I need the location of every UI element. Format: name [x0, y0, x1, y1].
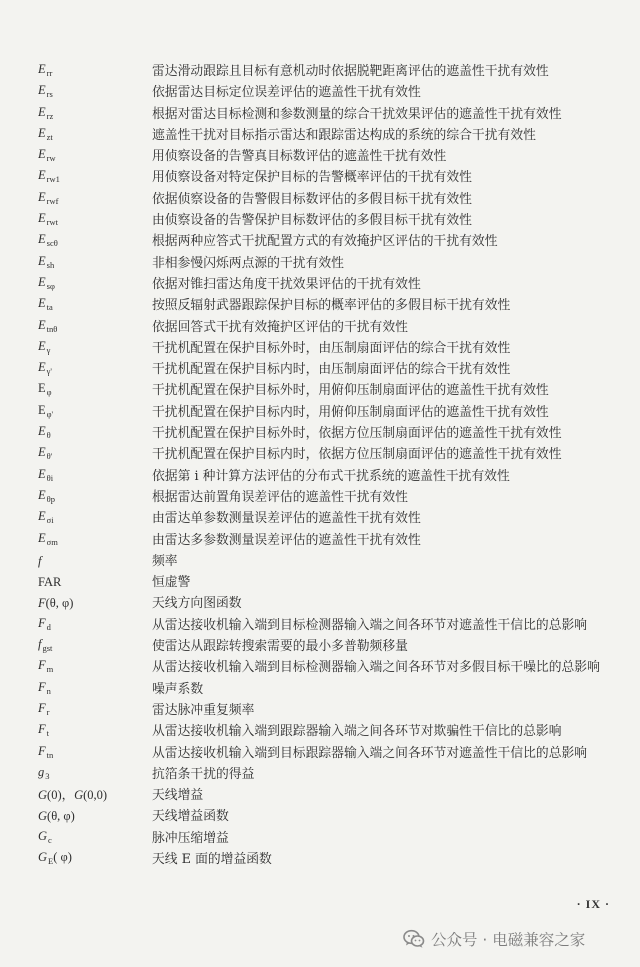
entry-symbol [38, 423, 152, 444]
symbol-entry [38, 189, 624, 210]
entry-description: 遮盖性干扰对目标指示雷达和跟踪雷达构成的系统的综合干扰有效性 [152, 127, 536, 143]
symbol-base: E [38, 466, 46, 481]
symbol-subscript: rw1 [46, 174, 60, 185]
entry-symbol [38, 743, 152, 764]
symbol-entry [38, 444, 624, 465]
symbol-entry [38, 359, 624, 380]
symbol-base: E [38, 211, 46, 226]
symbol-base: F [38, 722, 46, 737]
symbol-entry [38, 61, 624, 82]
symbol-subscript: ta [46, 302, 53, 313]
symbol-subscript: φ' [46, 408, 54, 419]
symbol-base: (θ, φ) [45, 596, 74, 611]
entry-description: 用侦察设备的告警真目标数评估的遮盖性干扰有效性 [152, 149, 447, 165]
symbol-base: E [38, 253, 46, 268]
entry-description: 频率 [152, 553, 178, 569]
entry-symbol [38, 274, 152, 295]
wechat-icon [403, 929, 425, 949]
entry-symbol [38, 657, 152, 678]
symbol-base: g [38, 764, 45, 779]
symbol-entry [38, 104, 624, 125]
symbol-subscript: m [46, 664, 54, 675]
entry-symbol [38, 253, 152, 274]
entry-symbol [38, 125, 152, 146]
symbol-entry [38, 849, 624, 870]
symbol-base: G [38, 788, 48, 803]
symbol-base: E [38, 381, 46, 396]
symbol-entry [38, 551, 624, 572]
symbol-entry [38, 487, 624, 508]
symbol-base: E [38, 274, 46, 289]
symbol-base: F [38, 658, 46, 673]
entry-symbol [38, 636, 152, 657]
entry-description: 干扰机配置在保护目标外时，依据方位压制扇面评估的遮盖性干扰有效性 [152, 426, 562, 442]
symbol-entry [38, 295, 624, 316]
entry-symbol [38, 231, 152, 252]
entry-description: 抗箔条干扰的得益 [152, 766, 255, 782]
entry-symbol [38, 146, 152, 167]
symbol-base: G [38, 809, 48, 824]
entry-symbol [38, 104, 152, 125]
entry-description: 使雷达从跟踪转搜索需要的最小多普勒频移量 [152, 639, 408, 655]
entry-symbol [38, 572, 152, 593]
entry-description: 根据对雷达目标检测和参数测量的综合干扰效果评估的遮盖性干扰有效性 [152, 106, 562, 122]
symbol-subscript: rwf [46, 195, 59, 206]
symbol-entry [38, 146, 624, 167]
symbol-entry [38, 593, 624, 614]
symbol-subscript: rr [46, 68, 53, 78]
entry-symbol [38, 338, 152, 359]
symbol-base: E [38, 232, 46, 247]
symbol-base: E [38, 83, 46, 98]
entry-symbol [38, 700, 152, 721]
entry-description: 依据对锥扫雷达角度干扰效果评估的干扰有效性 [152, 276, 421, 292]
entry-symbol [38, 402, 152, 423]
symbol-subscript: sφ [46, 280, 55, 291]
entry-description: 依据第 i 种计算方法评估的分布式干扰系统的遮盖性干扰有效性 [152, 468, 510, 484]
entry-symbol [38, 167, 152, 188]
entry-description: 噪声系数 [152, 681, 204, 697]
symbol-subscript: 3 [45, 770, 50, 781]
symbol-entry [38, 231, 624, 252]
symbol-entry [38, 274, 624, 295]
symbol-subscript: rw [46, 153, 56, 164]
entry-description: 依据侦察设备的告警假目标数评估的多假目标干扰有效性 [152, 191, 472, 207]
entry-symbol [38, 359, 152, 380]
symbol-base: E [38, 530, 46, 545]
symbol-subscript: gst [42, 643, 53, 654]
entry-description: 依据回答式干扰有效掩护区评估的干扰有效性 [152, 319, 408, 335]
symbol-base: FAR [38, 575, 62, 590]
entry-description: 天线增益函数 [152, 809, 229, 825]
entry-description: 依据雷达目标定位误差评估的遮盖性干扰有效性 [152, 85, 421, 101]
symbol-subscript: c [48, 834, 52, 845]
watermark [403, 928, 585, 950]
symbol-entry [38, 806, 624, 827]
symbol-base: E [38, 424, 46, 439]
symbol-entry [38, 743, 624, 764]
symbol-base: E [38, 189, 46, 204]
entry-description: 雷达滑动跟踪且目标有意机动时依据脱靶距离评估的遮盖性干扰有效性 [152, 64, 549, 79]
symbol-base: F [38, 596, 46, 611]
entry-description: 干扰机配置在保护目标外时，由压制扇面评估的综合干扰有效性 [152, 340, 511, 356]
symbol-subscript: θi [46, 472, 54, 483]
symbol-subscript: n [46, 685, 51, 696]
entry-symbol [38, 317, 152, 338]
symbol-subscript: θp [46, 493, 55, 504]
symbol-subscript: r [46, 706, 50, 717]
entry-description: 从雷达接收机输入端到目标跟踪器输入端之间各环节对遮盖性干信比的总影响 [152, 745, 588, 761]
symbol-subscript: θ' [46, 451, 53, 462]
symbol-entry [38, 317, 624, 338]
symbol-entry [38, 338, 624, 359]
entry-symbol [38, 764, 152, 785]
entry-symbol [38, 444, 152, 465]
symbol-subscript: rz [46, 110, 54, 121]
entry-description: 非相参慢闪烁两点源的干扰有效性 [152, 255, 344, 271]
symbol-base: E [38, 445, 46, 460]
entry-symbol [38, 466, 152, 487]
symbol-base: E [38, 168, 46, 183]
symbol-base: ( φ) [53, 849, 72, 864]
entry-symbol [38, 679, 152, 700]
symbol-entry [38, 615, 624, 636]
entry-symbol [38, 380, 152, 401]
symbol-list [38, 61, 624, 870]
symbol-subscript: φ [46, 387, 52, 398]
symbol-entry [38, 466, 624, 487]
entry-description: 雷达脉冲重复频率 [152, 702, 255, 718]
symbol-base: F [38, 700, 46, 715]
symbol-subscript: d [46, 621, 51, 632]
entry-symbol [38, 785, 152, 806]
symbol-base: G [38, 849, 48, 864]
entry-description: 用侦察设备对特定保护目标的告警概率评估的干扰有效性 [152, 170, 472, 186]
symbol-entry [38, 764, 624, 785]
entry-description: 按照反辐射武器跟踪保护目标的概率评估的多假目标干扰有效性 [152, 298, 511, 314]
symbol-subscript: γ [46, 344, 51, 355]
symbol-entry [38, 380, 624, 401]
symbol-base: E [38, 147, 46, 162]
symbol-base: E [38, 360, 46, 375]
entry-symbol [38, 593, 152, 614]
symbol-subscript: t [46, 728, 50, 739]
entry-symbol [38, 530, 152, 551]
symbol-entry [38, 572, 624, 593]
symbol-entry [38, 700, 624, 721]
symbol-subscript: γ' [46, 366, 52, 377]
entry-description: 从雷达接收机输入端到目标检测器输入端之间各环节对多假目标干噪比的总影响 [152, 660, 600, 676]
symbol-base: (0)， [47, 788, 75, 803]
entry-symbol [38, 551, 152, 572]
symbol-entry [38, 402, 624, 423]
entry-symbol [38, 806, 152, 827]
symbol-subscript: E [48, 855, 54, 866]
symbol-base: G [38, 828, 48, 843]
entry-symbol [38, 295, 152, 316]
symbol-subscript: σi [46, 515, 54, 526]
entry-description: 干扰机配置在保护目标内时，用俯仰压制扇面评估的遮盖性干扰有效性 [152, 404, 549, 420]
symbol-base: f [38, 637, 42, 652]
symbol-entry [38, 508, 624, 529]
entry-description: 由侦察设备的告警保护目标数评估的多假目标干扰有效性 [152, 213, 472, 229]
entry-symbol [38, 82, 152, 103]
entry-description: 脉冲压缩增益 [152, 830, 229, 846]
entry-description: 天线方向图函数 [152, 596, 242, 612]
symbol-base: E [38, 317, 46, 332]
symbol-subscript: θ [46, 430, 51, 441]
entry-symbol [38, 721, 152, 742]
symbol-subscript: scθ [46, 238, 58, 249]
entry-symbol [38, 189, 152, 210]
symbol-subscript: rwt [46, 217, 58, 228]
symbol-base: E [38, 338, 46, 353]
symbol-subscript: tnθ [46, 323, 58, 334]
entry-description: 天线增益 [152, 788, 204, 804]
entry-description: 从雷达接收机输入端到跟踪器输入端之间各环节对欺骗性干信比的总影响 [152, 724, 562, 740]
symbol-entry [38, 253, 624, 274]
symbol-entry [38, 423, 624, 444]
entry-symbol [38, 210, 152, 231]
symbol-base: f [38, 553, 42, 568]
symbol-base: E [38, 509, 46, 524]
symbol-entry [38, 657, 624, 678]
symbol-base: E [38, 62, 46, 76]
entry-description: 干扰机配置在保护目标内时，由压制扇面评估的综合干扰有效性 [152, 362, 511, 378]
symbol-subscript: zt [46, 131, 53, 142]
symbol-base: (0,0) [83, 788, 108, 803]
symbol-subscript: σm [46, 536, 58, 547]
symbol-base: F [38, 615, 46, 630]
entry-description: 恒虚警 [152, 575, 191, 591]
symbol-entry [38, 125, 624, 146]
symbol-base: E [38, 125, 46, 140]
entry-description: 根据雷达前置角误差评估的遮盖性干扰有效性 [152, 489, 408, 505]
symbol-base: G [74, 788, 84, 803]
symbol-base: E [38, 487, 46, 502]
symbol-entry [38, 828, 624, 849]
symbol-base: E [38, 296, 46, 311]
symbol-base: F [38, 679, 46, 694]
entry-description: 干扰机配置在保护目标内时，依据方位压制扇面评估的遮盖性干扰有效性 [152, 447, 562, 463]
symbol-entry [38, 721, 624, 742]
symbol-subscript: tn [46, 749, 54, 760]
page-number: · IX · [576, 897, 610, 911]
symbol-subscript: sh [46, 259, 55, 270]
entry-description: 根据两种应答式干扰配置方式的有效掩护区评估的干扰有效性 [152, 234, 498, 250]
entry-description: 由雷达多参数测量误差评估的遮盖性干扰有效性 [152, 532, 421, 548]
symbol-base: E [38, 402, 46, 417]
symbol-subscript: rs [46, 89, 53, 100]
symbol-base: E [38, 104, 46, 119]
symbol-entry [38, 210, 624, 231]
symbol-base: F [38, 743, 46, 758]
symbol-entry [38, 530, 624, 551]
entry-symbol [38, 487, 152, 508]
entry-symbol [38, 615, 152, 636]
symbol-entry [38, 167, 624, 188]
entry-description: 干扰机配置在保护目标外时，用俯仰压制扇面评估的遮盖性干扰有效性 [152, 383, 549, 399]
entry-symbol [38, 61, 152, 82]
entry-symbol [38, 849, 152, 870]
symbol-entry [38, 636, 624, 657]
symbol-entry [38, 785, 624, 806]
symbol-entry [38, 679, 624, 700]
symbol-base: (θ, φ) [47, 809, 75, 824]
symbol-entry [38, 82, 624, 103]
watermark-text: 公众号 · 电磁兼容之家 [431, 931, 586, 949]
entry-symbol [38, 828, 152, 849]
entry-description: 从雷达接收机输入端到目标检测器输入端之间各环节对遮盖性干信比的总影响 [152, 617, 588, 633]
entry-description: 由雷达单参数测量误差评估的遮盖性干扰有效性 [152, 511, 421, 527]
entry-description: 天线 E 面的增益函数 [152, 851, 272, 867]
entry-symbol [38, 508, 152, 529]
